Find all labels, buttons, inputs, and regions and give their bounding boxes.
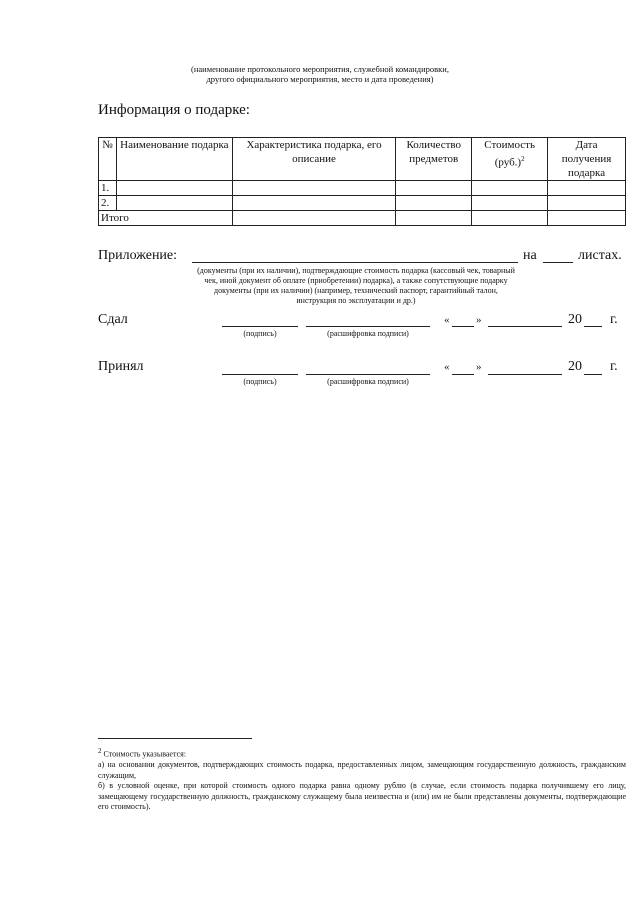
row-number-cell: 2.	[99, 196, 117, 211]
handed-over-decoding-caption: (расшифровка подписи)	[327, 329, 409, 338]
attachment-label: Приложение:	[98, 248, 178, 263]
handed-over-month-line[interactable]	[488, 326, 562, 327]
name-cell[interactable]	[116, 196, 232, 211]
cost-cell[interactable]	[472, 196, 548, 211]
handed-over-label: Сдал	[98, 312, 128, 327]
footnote-mark: 2	[98, 747, 102, 755]
quantity-cell[interactable]	[396, 211, 472, 226]
handed-over-day-line[interactable]	[452, 326, 474, 327]
description-cell[interactable]	[232, 181, 396, 196]
event-caption-line1: (наименование протокольного мероприятия, служебной командировки,	[191, 64, 449, 74]
handed-over-year-line[interactable]	[584, 326, 602, 327]
cost-cell[interactable]	[472, 181, 548, 196]
accepted-month-line[interactable]	[488, 374, 562, 375]
event-caption-line2: другого официального мероприятия, место и дата проведения)	[206, 74, 434, 84]
cost-footnote-mark: 2	[521, 155, 525, 163]
accepted-signature-caption: (подпись)	[243, 377, 277, 386]
accepted-day-line[interactable]	[452, 374, 474, 375]
footnote-separator	[98, 738, 252, 739]
accepted-quote-open: «	[444, 361, 450, 373]
gifts-table	[98, 137, 626, 226]
footnote-item-a: а) на основании документов, подтверждающих стоимость подарка, предоставленных лицом, замещающим государственную должность, гражданским служащим,	[98, 760, 626, 780]
accepted-decoding-caption: (расшифровка подписи)	[327, 377, 409, 386]
handed-over-quote-close: »	[476, 314, 482, 326]
col-cost-label: Стоимость (руб.)	[484, 139, 535, 169]
description-cell[interactable]	[232, 196, 396, 211]
footnote-title	[98, 746, 626, 760]
col-date-header: Дата получения подарка	[548, 138, 626, 181]
handed-over-decoding-line[interactable]	[306, 326, 430, 327]
table-total-row	[99, 211, 626, 226]
footnote-title-text: Стоимость указывается:	[103, 749, 187, 759]
accepted-decoding-line[interactable]	[306, 374, 430, 375]
handed-over-year-prefix: 20	[568, 312, 582, 327]
accepted-year-suffix: г.	[610, 359, 618, 374]
table-row	[99, 196, 626, 211]
handed-over-quote-open: «	[444, 314, 450, 326]
col-cost-header	[472, 138, 548, 181]
col-quantity-header: Количество предметов	[396, 138, 472, 181]
accepted-quote-close: »	[476, 361, 482, 373]
attachment-caption: (документы (при их наличии), подтверждающие стоимость подарка (кассовый чек, товарный чек, иной документ об оплате (приобретении) подарка), а также сопутствующие подарку документы (при их наличии) (например, технический паспорт, гарантийный талон, инструкция по эксплуатации и др.)	[197, 266, 515, 305]
date-cell[interactable]	[548, 211, 626, 226]
attachment-documents-line[interactable]	[192, 262, 518, 263]
footnote-item-b: б) в условной оценке, при которой стоимость одного подарка равна одному рублю (в случае, если стоимость подарка получившему его лицу, замещающему государственную должность, гражданскому служащему была неизвестна и (или) им не были представлены документы, подтверждающие его стоимость).	[98, 781, 626, 812]
attachment-on-label: на	[523, 248, 537, 263]
cost-cell[interactable]	[472, 211, 548, 226]
attachment-sheets-count-line[interactable]	[543, 262, 573, 263]
event-caption	[150, 64, 490, 84]
col-name-header: Наименование подарка	[116, 138, 232, 181]
table-row	[99, 181, 626, 196]
table-header-row	[99, 138, 626, 181]
description-cell[interactable]	[232, 211, 396, 226]
handed-over-signature-caption: (подпись)	[243, 329, 277, 338]
accepted-label: Принял	[98, 359, 144, 374]
col-description-header: Характеристика подарка, его описание	[232, 138, 396, 181]
accepted-signature-line[interactable]	[222, 374, 298, 375]
accepted-year-line[interactable]	[584, 374, 602, 375]
attachment-sheets-label: листах.	[578, 248, 622, 263]
handed-over-year-suffix: г.	[610, 312, 618, 327]
date-cell[interactable]	[548, 196, 626, 211]
quantity-cell[interactable]	[396, 181, 472, 196]
footnotes	[98, 746, 626, 813]
col-number-header: №	[99, 138, 117, 181]
date-cell[interactable]	[548, 181, 626, 196]
gift-info-heading: Информация о подарке:	[98, 102, 250, 118]
handed-over-signature-line[interactable]	[222, 326, 298, 327]
row-number-cell: 1.	[99, 181, 117, 196]
name-cell[interactable]	[116, 181, 232, 196]
total-label-cell: Итого	[99, 211, 233, 226]
quantity-cell[interactable]	[396, 196, 472, 211]
accepted-year-prefix: 20	[568, 359, 582, 374]
